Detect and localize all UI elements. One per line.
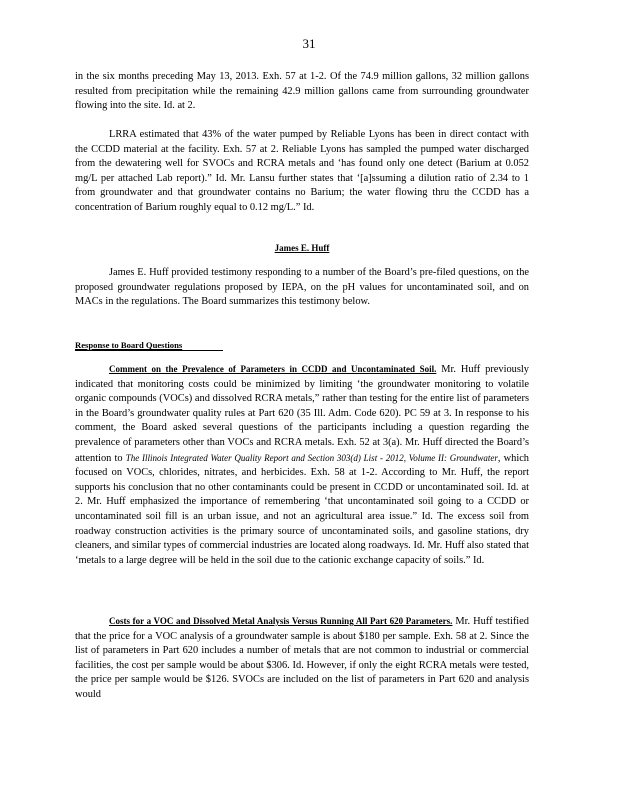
paragraph-prevalence <box>75 362 529 568</box>
costs-heading: Costs for a VOC and Dissolved Metal Analysis Versus Running All Part 620 Parameters. <box>109 616 453 626</box>
costs-text: Mr. Huff testified that the price for a VOC analysis of a groundwater sample is about $180 per sample. Exh. 58 at 2. Since the list of parameters in Part 620 includes a number of metals that are not common to industrial or commercial facilities, the cost per sample would be about $306. Id. However, if only the eight RCRA metals were tested, the price per sample would be $126. SVOCs are included on the list of parameters in Part 620 and analysis would <box>75 616 529 700</box>
page-number: 31 <box>302 36 316 51</box>
paragraph-costs <box>75 614 529 703</box>
paragraph-huff-testimony: James E. Huff provided testimony responding to a number of the Board’s pre-filed questions, on the proposed groundwater regulations proposed by IEPA, on the pH values for uncontaminated soil, and on MACs in the regulations. The Board summarizes this testimony below. <box>75 267 529 308</box>
prevalence-heading: Comment on the Prevalence of Parameters in CCDD and Uncontaminated Soil. <box>109 364 437 374</box>
paragraph-gallons: in the six months preceding May 13, 2013. Exh. 57 at 1-2. Of the 74.9 million gallons, 32 million gallons resulted from precipitation while the remaining 42.9 million gallons came from surrounding groundwater flowing into the site. Id. at 2. <box>75 71 529 112</box>
report-title: The Illinois Integrated Water Quality Report and Section 303(d) List - 2012, Volume II: Groundwater <box>125 452 498 463</box>
subsection-heading-response: Response to Board Questions <box>75 340 183 350</box>
prevalence-text-b: , which focused on VOCs, chlorides, nitrates, and herbicides. Exh. 58 at 1-2. According to Mr. Huff, the report supports his conclusion that no other contaminants could be present in CCDD or uncontaminated soil. Id. at 2. Mr. Huff emphasized the importance of remembering ‘that uncontaminated soil going to a CCDD or uncontaminated soil fill is an urban issue, and not an agricultural area issue.” Id. The excess soil from roadway construction activities is the primary source of uncontaminated soils, and gasoline stations, dry cleaners, and similar types of commercial industries are located along roadways. Id. Mr. Huff also stated that ‘metals to a large degree will be held in the soil due to the cationic exchange capacity of soils.” Id. <box>75 452 530 566</box>
subsection-underline <box>75 350 223 351</box>
prevalence-text-a: Mr. Huff previously indicated that monitoring costs could be minimized by limiting ‘the groundwater monitoring to volatile organic compounds (VOCs) and dissolved RCRA metals,” rather than testing for the entire list of parameters in the Board’s groundwater quality rules at Part 620 (35 Ill. Adm. Code 620). PC 59 at 3. In response to his comment, the Board asked several questions of the participants including a question regarding the prevalence of parameters other than VOCs and RCRA metals. Exh. 52 at 3(a). Mr. Huff directed the Board’s attention to <box>75 364 529 464</box>
section-heading-james-huff: James E. Huff <box>274 243 330 253</box>
paragraph-lrra-estimate: LRRA estimated that 43% of the water pumped by Reliable Lyons has been in direct contact with the CCDD material at the facility. Exh. 57 at 2. Reliable Lyons has sampled the pumped water discharged from the dewatering well for SVOCs and RCRA metals and ‘has found only one detect (Barium at 0.052 mg/L per attached Lab report).” Id. Mr. Lansu further states that ‘[a]ssuming a dilution ratio of 2.34 to 1 from groundwater and that groundwater contains no Barium; the water flowing thru the CCDD has a concentration of Barium roughly equal to 0.12 mg/L.” Id. <box>75 129 529 213</box>
